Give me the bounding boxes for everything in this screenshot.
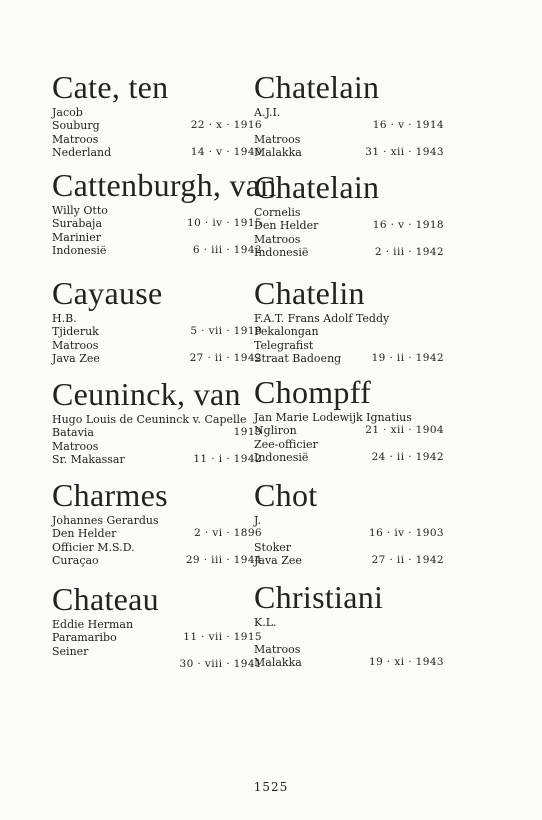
entry-line xyxy=(52,631,262,644)
entry-line xyxy=(52,119,262,132)
entry-chateau xyxy=(52,582,262,672)
death-date: 30 · viii · 1941 xyxy=(179,658,262,671)
rank: Matroos xyxy=(52,132,99,146)
death-date: 6 · iii · 1942 xyxy=(192,244,262,257)
entry-chatelain-aji xyxy=(254,70,444,160)
entry-line xyxy=(254,514,444,527)
given-name: Cornelis xyxy=(254,206,301,219)
death-place: Straat Badoeng xyxy=(254,352,342,366)
surname: Chatelain xyxy=(254,169,380,205)
entry-line xyxy=(254,643,444,656)
given-name: H.B. xyxy=(52,312,77,325)
rank: Seiner xyxy=(52,644,89,658)
entry-ceuninck xyxy=(52,377,262,467)
given-name: F.A.T. Frans Adolf Teddy xyxy=(254,312,390,325)
birth-date: 21 · xii · 1904 xyxy=(365,424,444,437)
rank: Matroos xyxy=(52,338,99,352)
surname: Chompff xyxy=(254,374,372,410)
birth-date: 16 · v · 1918 xyxy=(372,219,444,232)
entry-line xyxy=(254,325,444,338)
entry-line xyxy=(52,541,262,554)
entry-charmes xyxy=(52,478,262,568)
birthplace: Surabaja xyxy=(52,217,103,231)
entry-line xyxy=(254,312,444,325)
birthplace: Ngliron xyxy=(254,424,297,438)
birthplace: Tjideruk xyxy=(52,325,99,339)
death-place: Indonesië xyxy=(254,451,309,465)
entry-line xyxy=(254,616,444,629)
entry-line xyxy=(254,119,444,132)
entry-line xyxy=(52,352,262,365)
entry-line xyxy=(52,527,262,540)
death-date: 29 · iii · 1944 xyxy=(185,554,262,567)
given-name: Jacob xyxy=(52,106,83,119)
entry-line xyxy=(254,541,444,554)
entry-chot xyxy=(254,478,444,568)
birth-date: 10 · iv · 1915 xyxy=(187,217,262,230)
birthplace: Den Helder xyxy=(52,527,117,541)
birthplace: Paramaribo xyxy=(52,631,117,645)
given-name: Eddie Herman xyxy=(52,618,134,631)
given-name: Jan Marie Lodewijk Ignatius xyxy=(254,411,412,424)
death-date: 2 · iii · 1942 xyxy=(374,246,444,259)
death-place: Sr. Makassar xyxy=(52,453,125,467)
entry-line xyxy=(254,411,444,424)
surname: Cattenburgh, van xyxy=(52,167,277,203)
entry-line xyxy=(254,146,444,159)
entry-chatelin xyxy=(254,276,444,366)
death-place: Java Zee xyxy=(52,352,100,366)
entry-line xyxy=(52,514,262,527)
entry-line xyxy=(52,146,262,159)
entry-line xyxy=(52,244,262,257)
entry-line xyxy=(52,453,262,466)
surname: Cate, ten xyxy=(52,69,169,105)
rank: Zee-officier xyxy=(254,437,318,451)
surname: Cayause xyxy=(52,275,163,311)
entry-line xyxy=(254,554,444,567)
entry-line xyxy=(254,629,444,642)
given-name: Hugo Louis de Ceuninck v. Capelle xyxy=(52,413,247,426)
entry-line xyxy=(52,325,262,338)
entry-line xyxy=(254,656,444,669)
birth-date: 16 · v · 1914 xyxy=(372,119,444,132)
entry-line xyxy=(254,438,444,451)
death-date: 27 · ii · 1942 xyxy=(371,554,444,567)
death-date: 24 · ii · 1942 xyxy=(371,451,444,464)
given-name: A.J.I. xyxy=(254,106,281,119)
entry-line xyxy=(52,618,262,631)
death-date: 11 · i · 1942 xyxy=(193,453,262,466)
rank: Matroos xyxy=(254,132,301,146)
entry-line xyxy=(52,231,262,244)
birthplace: Batavia xyxy=(52,426,94,440)
entry-line xyxy=(254,246,444,259)
given-name: K.L. xyxy=(254,616,277,629)
birth-date: 11 · vii · 1915 xyxy=(183,631,262,644)
birth-date: 5 · vii · 1918 xyxy=(190,325,262,338)
surname: Christiani xyxy=(254,579,384,615)
entry-christiani xyxy=(254,580,444,670)
entry-line xyxy=(52,133,262,146)
birth-date: 16 · iv · 1903 xyxy=(369,527,444,540)
birth-date: 22 · x · 1916 xyxy=(190,119,262,132)
entry-cayause xyxy=(52,276,262,366)
entry-line xyxy=(52,658,262,671)
rank: Officier M.S.D. xyxy=(52,540,135,554)
rank: Stoker xyxy=(254,540,292,554)
surname: Chateau xyxy=(52,581,159,617)
entry-line xyxy=(254,233,444,246)
given-name: Johannes Gerardus xyxy=(52,514,159,527)
entry-line xyxy=(254,339,444,352)
surname: Ceuninck, van xyxy=(52,376,241,412)
death-date: 19 · ii · 1942 xyxy=(371,352,444,365)
death-place: Malakka xyxy=(254,146,302,160)
birthplace: Souburg xyxy=(52,119,100,133)
entry-line xyxy=(52,440,262,453)
entry-line xyxy=(254,451,444,464)
entry-line xyxy=(254,206,444,219)
birthplace: Den Helder xyxy=(254,219,319,233)
death-place: Indonesië xyxy=(254,246,309,260)
surname: Chatelain xyxy=(254,69,380,105)
entry-line xyxy=(254,106,444,119)
entry-line xyxy=(52,204,262,217)
surname: Chot xyxy=(254,477,318,513)
death-place: Malakka xyxy=(254,656,302,670)
entry-cattenburgh xyxy=(52,167,277,258)
entry-line xyxy=(52,106,262,119)
surname: Charmes xyxy=(52,477,168,513)
surname: Chatelin xyxy=(254,275,365,311)
birth-date: 2 · vi · 1896 xyxy=(194,527,262,540)
page-number: 1525 xyxy=(253,780,289,794)
entry-chompff xyxy=(254,375,444,465)
given-name: J. xyxy=(254,514,262,527)
rank: Matroos xyxy=(52,439,99,453)
entry-line xyxy=(52,426,262,439)
death-date: 14 · v · 1940 xyxy=(190,146,262,159)
entry-line xyxy=(254,527,444,540)
death-place: Curaçao xyxy=(52,554,99,568)
entry-line xyxy=(254,133,444,146)
death-date: 31 · xii · 1943 xyxy=(365,146,444,159)
entry-line xyxy=(254,352,444,365)
death-place: Java Zee xyxy=(254,554,302,568)
given-name: Willy Otto xyxy=(52,204,108,217)
entry-cate xyxy=(52,70,262,160)
entry-line xyxy=(52,554,262,567)
entry-line xyxy=(52,413,262,426)
rank: Marinier xyxy=(52,230,101,244)
rank: Telegrafist xyxy=(254,338,314,352)
death-place: Indonesië xyxy=(52,244,107,258)
entry-chatelain-cornelis xyxy=(254,170,444,260)
birth-date: 1919 xyxy=(233,426,262,439)
death-place: Nederland xyxy=(52,146,112,160)
entry-line xyxy=(52,339,262,352)
entry-line xyxy=(254,219,444,232)
entry-line xyxy=(52,312,262,325)
death-date: 19 · xi · 1943 xyxy=(369,656,444,669)
rank: Matroos xyxy=(254,642,301,656)
entry-line xyxy=(254,424,444,437)
entry-line xyxy=(52,645,262,658)
entry-line xyxy=(52,217,262,230)
death-date: 27 · ii · 1942 xyxy=(189,352,262,365)
rank: Matroos xyxy=(254,232,301,246)
birthplace: Pekalongan xyxy=(254,325,319,339)
